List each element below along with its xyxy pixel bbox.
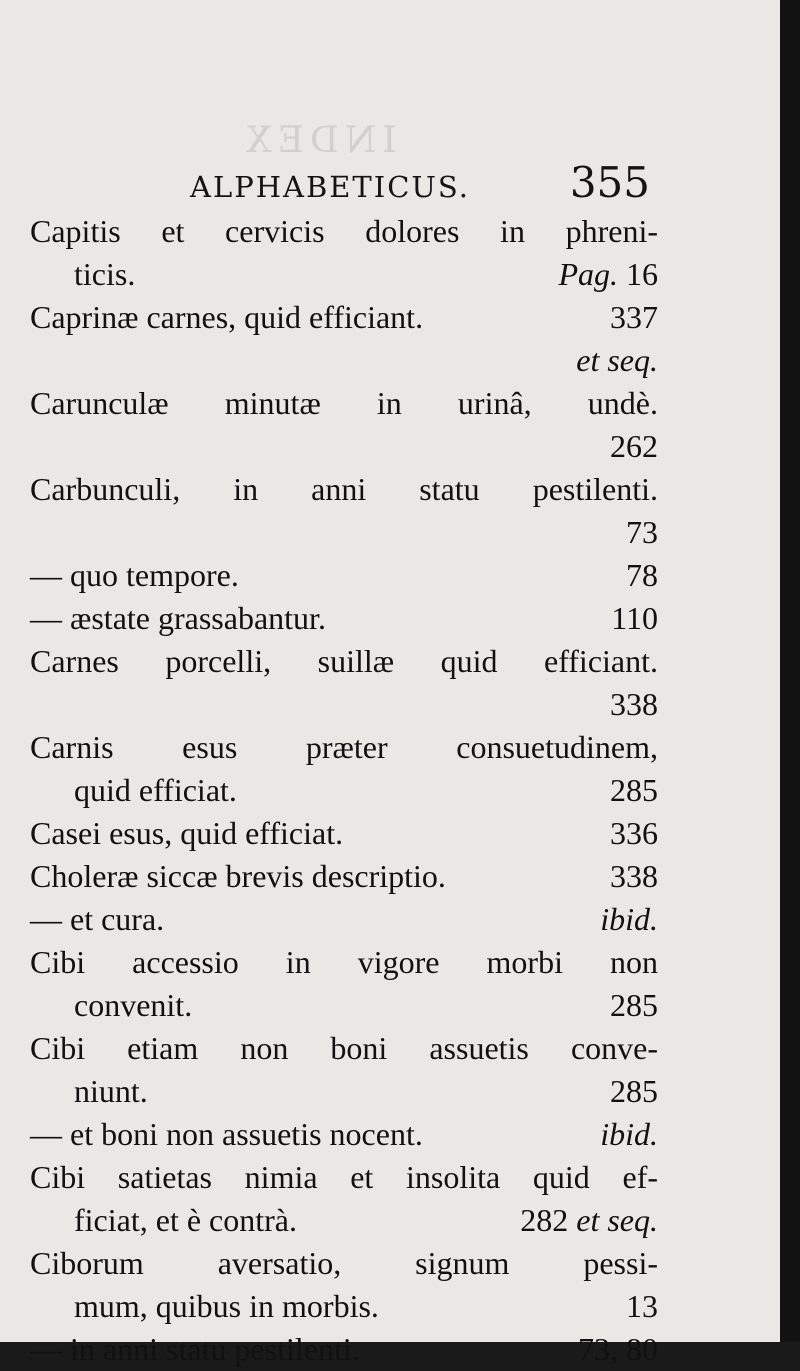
index-line [30, 1242, 658, 1285]
running-head: ALPHABETICUS. [190, 170, 470, 204]
entry-text: mum, quibus in morbis. [74, 1288, 379, 1324]
entry-text: Carbunculi, in anni statu pestilenti. [30, 471, 658, 507]
index-line [30, 640, 658, 683]
index-line [30, 554, 658, 597]
index-line [30, 425, 658, 468]
index-line [30, 898, 658, 941]
index-line [30, 941, 658, 984]
index-line [30, 1156, 658, 1199]
index-line [30, 769, 658, 812]
index-line [30, 1328, 658, 1371]
entry-text: — et cura. [30, 901, 165, 937]
entry-text: convenit. [74, 987, 193, 1023]
entry-text: Cibi etiam non boni assuetis conve- [30, 1030, 658, 1066]
page-number: 355 [569, 158, 650, 207]
entry-text: — in anni statu pestilenti. [30, 1331, 360, 1367]
page-reference: ibid. [600, 1116, 658, 1152]
page-reference: 73 [626, 514, 658, 550]
page-reference: 285 [610, 772, 658, 808]
page-reference: 262 [610, 428, 658, 464]
entry-text: quid efficiat. [74, 772, 237, 808]
entry-text: Cibi satietas nimia et insolita quid ef- [30, 1159, 658, 1195]
show-through-text: INDEX [240, 120, 397, 161]
entry-text: Carunculæ minutæ in urinâ, undè. [30, 385, 658, 421]
page-reference: et seq. [576, 342, 658, 378]
entry-text: — quo tempore. [30, 557, 239, 593]
index-line [30, 1070, 658, 1113]
page-reference: 336 [610, 815, 658, 851]
index-line [30, 984, 658, 1027]
page-reference: 285 [610, 987, 658, 1023]
index-line [30, 1027, 658, 1070]
index-line [30, 726, 658, 769]
entry-text: — et boni non assuetis nocent. [30, 1116, 423, 1152]
entry-text: Caprinæ carnes, quid efficiant. [30, 299, 424, 335]
index-line [30, 1199, 658, 1242]
entry-text: ficiat, et è contrà. [74, 1202, 297, 1238]
entry-text: Ciborum aversatio, signum pessi- [30, 1245, 658, 1281]
index-entries [30, 210, 658, 1371]
entry-text: niunt. [74, 1073, 148, 1109]
index-line [30, 511, 658, 554]
page-reference: 13 [626, 1288, 658, 1324]
entry-text: — æstate grassabantur. [30, 600, 326, 636]
page-reference: 285 [610, 1073, 658, 1109]
index-line [30, 339, 658, 382]
page-edge-shadow [780, 0, 800, 1342]
index-line [30, 382, 658, 425]
entry-text: Casei esus, quid efficiat. [30, 815, 344, 851]
index-line [30, 597, 658, 640]
page-reference: 110 [611, 600, 658, 636]
page-reference: Pag. 16 [558, 256, 658, 292]
page-reference: ibid. [600, 901, 658, 937]
page-reference: 73, 80 [578, 1331, 658, 1367]
index-line [30, 1113, 658, 1156]
index-line [30, 812, 658, 855]
index-line [30, 683, 658, 726]
index-line [30, 855, 658, 898]
entry-text: Carnes porcelli, suillæ quid efficiant. [30, 643, 658, 679]
entry-text: Capitis et cervicis dolores in phreni- [30, 213, 658, 249]
entry-text: Cibi accessio in vigore morbi non [30, 944, 658, 980]
index-line [30, 253, 658, 296]
page-reference: 338 [610, 686, 658, 722]
page-reference: 282 et seq. [520, 1202, 658, 1238]
index-line [30, 468, 658, 511]
page-reference: 78 [626, 557, 658, 593]
page-header [190, 158, 660, 208]
index-line [30, 210, 658, 253]
entry-text: Carnis esus præter consuetudinem, [30, 729, 658, 765]
index-line [30, 296, 658, 339]
page-reference: 338 [610, 858, 658, 894]
index-line [30, 1285, 658, 1328]
entry-text: ticis. [74, 256, 136, 292]
page-reference: 337 [610, 299, 658, 335]
entry-text: Choleræ siccæ brevis descriptio. [30, 858, 446, 894]
